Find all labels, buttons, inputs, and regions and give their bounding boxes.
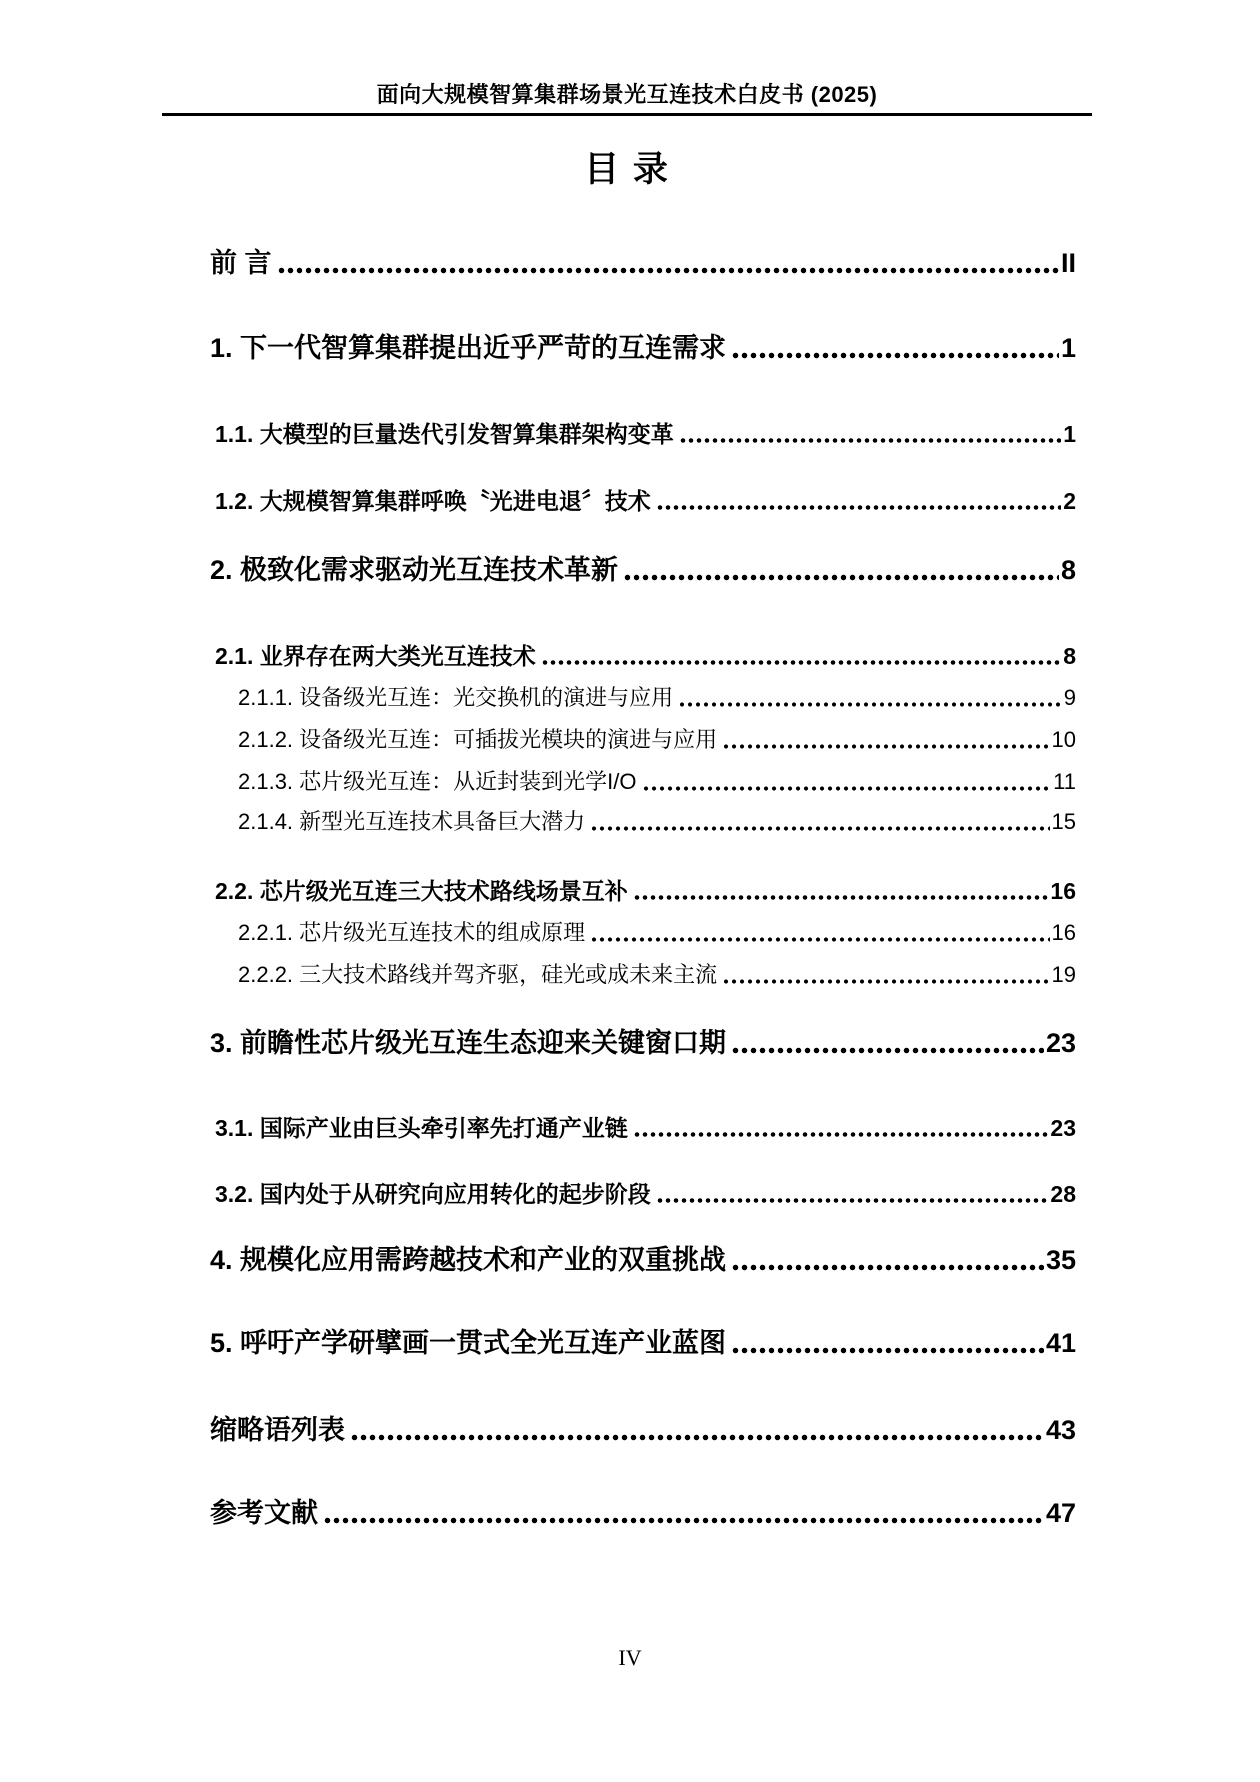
dot-leader [590,936,1049,943]
toc-entry-label: 3. 前瞻性芯片级光互连生态迎来关键窗口期 [210,1028,727,1058]
dot-leader [642,785,1052,792]
toc-entry-label: 缩略语列表 [210,1415,345,1445]
dot-leader [656,504,1061,511]
page-header [162,82,1092,116]
toc-heading: 目 录 [584,150,670,189]
dot-leader [722,978,1049,985]
dot-leader [722,743,1049,750]
toc-entry-page: 23 [1045,1028,1076,1058]
toc-entry-page: 11 [1053,769,1076,794]
toc-entry-label: 2.1.3. 芯片级光互连：从近封装到光学I/O [238,769,637,794]
dot-leader [590,825,1049,832]
toc-entry-page: 9 [1063,685,1076,710]
toc-entry-label: 2. 极致化需求驱动光互连技术革新 [210,555,619,585]
toc-entry-chapter-2[interactable] [162,554,1092,586]
toc-entry-page: 47 [1045,1498,1076,1528]
toc-entry-label: 5. 呼吁产学研擘画一贯式全光互连产业蓝图 [210,1328,727,1358]
toc-entry-page: 35 [1045,1245,1076,1275]
toc-entry-label: 2.1.4. 新型光互连技术具备巨大潜力 [238,809,586,834]
content-area [162,0,1092,1529]
toc-entry-label: 2.1.2. 设备级光互连：可插拔光模块的演进与应用 [238,727,718,752]
footer-page-number: IV [618,1645,642,1670]
toc-entry-1-1[interactable] [162,420,1092,448]
dot-leader [633,1131,1049,1138]
toc-entry-label: 2.2. 芯片级光互连三大技术路线场景互补 [215,878,628,904]
toc-entry-label: 1.2. 大规模智算集群呼唤〝光进电退〞技术 [215,488,651,514]
dot-leader [679,437,1061,444]
toc-entry-page: 43 [1045,1415,1076,1445]
toc-entry-page: II [1060,248,1076,278]
toc-entry-2-1-2[interactable] [162,727,1092,753]
dot-leader [633,894,1049,901]
toc-entry-2-2-1[interactable] [162,920,1092,946]
toc-entry-label: 参考文献 [210,1498,318,1528]
dot-leader [656,1197,1049,1204]
toc-entry-page: 1 [1060,333,1076,363]
toc-entry-3-2[interactable] [162,1180,1092,1208]
toc-entry-label: 2.2.2. 三大技术路线并驾齐驱，硅光或成未来主流 [238,962,718,987]
dot-leader [731,1047,1044,1054]
dot-leader [678,701,1062,708]
toc-entry-page: 8 [1060,555,1076,585]
toc-entry-label: 2.1.1. 设备级光互连：光交换机的演进与应用 [238,685,674,710]
toc-entry-label: 4. 规模化应用需跨越技术和产业的双重挑战 [210,1245,727,1275]
dot-leader [731,352,1059,359]
dot-leader [277,267,1059,274]
toc-entry-page: 2 [1063,488,1076,514]
toc-entry-page: 15 [1051,809,1076,834]
toc-entry-2-1-1[interactable] [162,685,1092,711]
toc-entry-page: 19 [1051,962,1076,987]
toc-entry-2-2-2[interactable] [162,962,1092,988]
toc-entry-2-1[interactable] [162,642,1092,670]
toc-entry-label: 前 言 [210,248,272,278]
header-rule [162,113,1092,116]
toc-entry-label: 2.1. 业界存在两大类光互连技术 [215,643,536,669]
toc-entry-3-1[interactable] [162,1114,1092,1142]
dot-leader [731,1347,1044,1354]
toc-entry-1-2[interactable] [162,487,1092,515]
toc-entry-chapter-5[interactable] [162,1327,1092,1359]
toc-entry-2-1-3[interactable] [162,769,1092,795]
toc-entry-page: 1 [1063,421,1076,447]
toc-entry-page: 28 [1050,1181,1076,1207]
toc-entry-abbreviations[interactable] [162,1414,1092,1446]
toc-entry-page: 8 [1063,643,1076,669]
toc-entry-references[interactable] [162,1497,1092,1529]
toc-entry-label: 2.2.1. 芯片级光互连技术的组成原理 [238,920,586,945]
dot-leader [731,1264,1044,1271]
toc-entry-label: 1. 下一代智算集群提出近乎严苛的互连需求 [210,333,727,363]
toc-entry-page: 16 [1050,878,1076,904]
toc-entry-page: 23 [1050,1115,1076,1141]
toc-entry-foreword[interactable] [162,247,1092,279]
toc-entry-label: 3.2. 国内处于从研究向应用转化的起步阶段 [215,1181,651,1207]
toc-entry-chapter-4[interactable] [162,1244,1092,1276]
toc-entry-page: 41 [1045,1328,1076,1358]
toc-entry-page: 10 [1051,727,1076,752]
toc-entry-label: 3.1. 国际产业由巨头牵引率先打通产业链 [215,1115,628,1141]
toc-entry-2-2[interactable] [162,877,1092,905]
dot-leader [623,574,1059,581]
toc-entry-chapter-1[interactable] [162,332,1092,364]
toc-entry-chapter-3[interactable] [162,1027,1092,1059]
toc-entry-page: 16 [1051,920,1076,945]
toc-entry-2-1-4[interactable] [162,809,1092,835]
document-title: 面向大规模智算集群场景光互连技术白皮书 (2025) [376,82,878,107]
dot-leader [323,1517,1044,1524]
dot-leader [541,659,1061,666]
dot-leader [350,1434,1044,1441]
toc-entry-label: 1.1. 大模型的巨量迭代引发智算集群架构变革 [215,421,674,447]
